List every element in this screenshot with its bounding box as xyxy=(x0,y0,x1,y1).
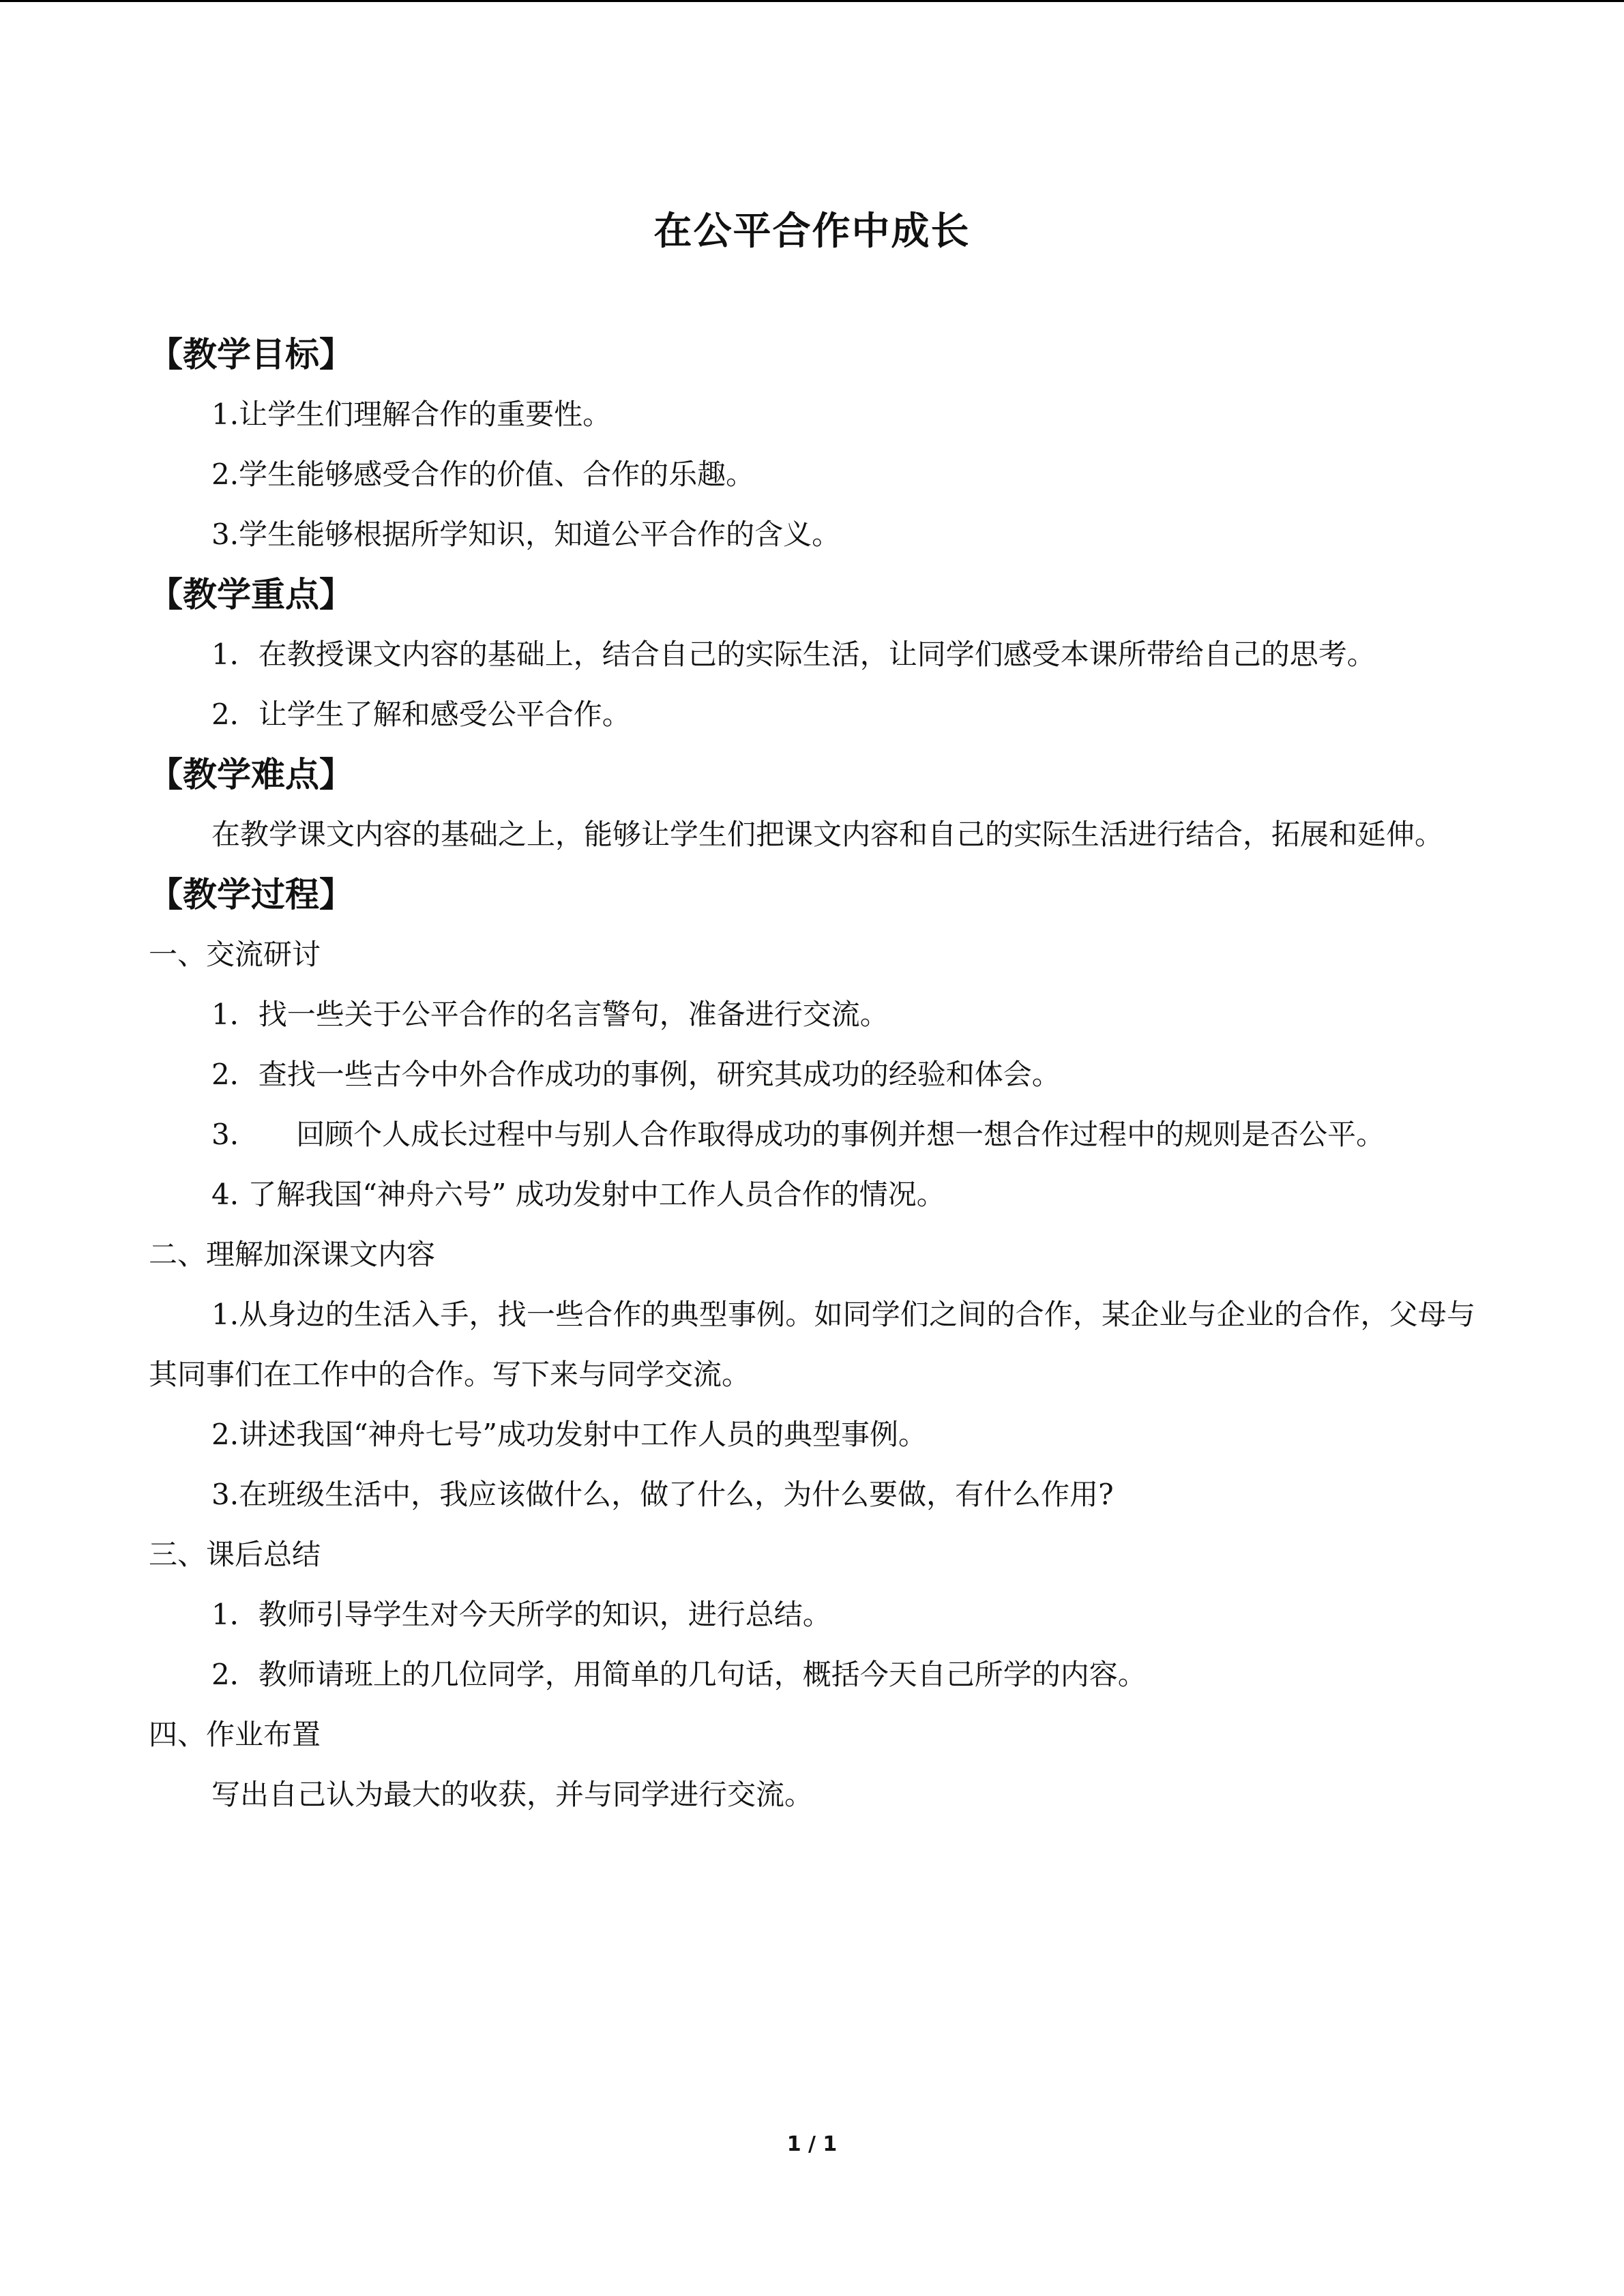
list-item: 写出自己认为最大的收获，并与同学进行交流。 xyxy=(211,1778,814,1811)
list-item: 3.学生能够根据所学知识，知道公平合作的含义。 xyxy=(211,518,841,551)
section-heading: 【教学目标】 xyxy=(149,335,353,374)
subsection-label: 四、作业布置 xyxy=(149,1718,321,1751)
list-item: 4. 了解我国“神舟六号” 成功发射中工作人员合作的情况。 xyxy=(211,1178,945,1211)
list-item: 1．在教授课文内容的基础上，结合自己的实际生活，让同学们感受本课所带给自己的思考。 xyxy=(211,638,1376,671)
section-difficulties xyxy=(149,745,1475,865)
list-item: 1．找一些关于公平合作的名言警句，准备进行交流。 xyxy=(211,998,889,1031)
list-item: 1．教师引导学生对今天所学的知识，进行总结。 xyxy=(211,1598,831,1631)
list-item: 3.在班级生活中，我应该做什么，做了什么，为什么要做，有什么作用? xyxy=(211,1478,1114,1511)
section-objectives xyxy=(149,325,1475,565)
list-item: 2.学生能够感受合作的价值、合作的乐趣。 xyxy=(211,458,755,491)
document-title: 在公平合作中成长 xyxy=(653,209,971,254)
list-item: 2．让学生了解和感受公平合作。 xyxy=(211,698,631,731)
section-heading: 【教学重点】 xyxy=(149,575,353,614)
list-item: 在教学课文内容的基础之上，能够让学生们把课文内容和自己的实际生活进行结合，拓展和延伸。 xyxy=(211,818,1444,851)
list-item: 2．查找一些古今中外合作成功的事例，研究其成功的经验和体会。 xyxy=(211,1058,1061,1091)
section-process xyxy=(149,865,1475,1825)
list-item: 1.从身边的生活入手，找一些合作的典型事例。如同学们之间的合作，某企业与企业的合作，父母与其同事们在工作中的合作。写下来与同学交流。 xyxy=(149,1298,1475,1391)
list-item: 3. 回顾个人成长过程中与别人合作取得成功的事例并想一想合作过程中的规则是否公平。 xyxy=(211,1118,1385,1151)
section-key-points xyxy=(149,565,1475,745)
list-item: 2.讲述我国“神舟七号”成功发射中工作人员的典型事例。 xyxy=(211,1418,928,1451)
subsection-label: 一、交流研讨 xyxy=(149,938,321,971)
subsection-label: 二、理解加深课文内容 xyxy=(149,1238,436,1271)
list-item: 2．教师请班上的几位同学，用简单的几句话，概括今天自己所学的内容。 xyxy=(211,1658,1147,1691)
document-content xyxy=(149,191,1475,1825)
section-heading: 【教学难点】 xyxy=(149,755,353,794)
page-number: 1 / 1 xyxy=(786,2132,838,2156)
list-item: 1.让学生们理解合作的重要性。 xyxy=(211,398,612,431)
top-border-line xyxy=(0,0,1624,2)
section-heading: 【教学过程】 xyxy=(149,875,353,914)
subsection-label: 三、课后总结 xyxy=(149,1538,321,1571)
